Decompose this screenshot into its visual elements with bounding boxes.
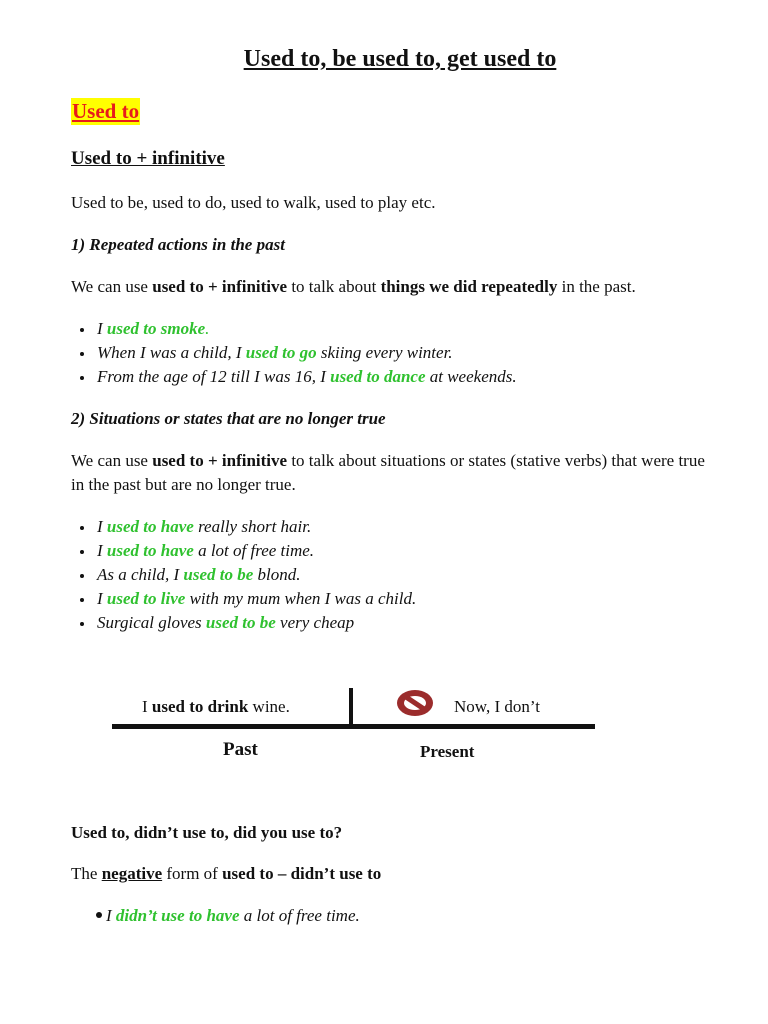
text: I	[142, 697, 152, 716]
timeline-past-sentence	[142, 695, 290, 719]
text: I	[97, 517, 107, 536]
timeline-divider	[349, 688, 353, 726]
bullet-dot	[80, 376, 84, 380]
point-2-paragraph	[71, 449, 705, 473]
green-phrase: used to live	[106, 589, 186, 608]
bold-text: used to – didn’t use to	[222, 864, 382, 883]
point-2-heading: 2) Situations or states that are no longer true	[71, 409, 386, 428]
no-prohibited-icon	[394, 686, 436, 720]
text: in the past.	[557, 277, 636, 296]
text: to talk about	[287, 277, 381, 296]
text: blond.	[253, 565, 301, 584]
text: I	[97, 589, 107, 608]
green-phrase: didn’t use to have	[115, 906, 240, 925]
green-phrase: used to dance	[330, 367, 426, 386]
timeline-axis	[112, 724, 595, 729]
text: I	[97, 541, 107, 560]
bullet-dot	[80, 526, 84, 530]
text: form of	[162, 864, 223, 883]
list-item	[97, 539, 314, 563]
text: wine.	[248, 697, 290, 716]
bold-text: things we did repeatedly	[380, 277, 558, 296]
underlined-bold-text: negative	[101, 864, 163, 883]
green-phrase: used to have	[106, 517, 194, 536]
text: The	[71, 864, 102, 883]
list-item	[97, 563, 301, 587]
timeline-past-label: Past	[223, 739, 258, 760]
list-item	[97, 587, 416, 611]
text: at weekends.	[425, 367, 517, 386]
text: I	[106, 906, 116, 925]
bullet-dot	[80, 574, 84, 578]
text: a lot of free time.	[239, 906, 360, 925]
list-item	[97, 341, 453, 365]
timeline-present-label: Present	[420, 742, 475, 761]
bold-text: used to drink	[151, 697, 249, 716]
point-2-paragraph-line-2: in the past but are no longer true.	[71, 475, 296, 494]
text: I	[97, 319, 107, 338]
list-item	[106, 904, 360, 928]
text: to talk about situations or states (stative verbs) that were true	[287, 451, 705, 470]
bold-text: used to + infinitive	[152, 451, 288, 470]
green-phrase: used to smoke	[106, 319, 206, 338]
bullet-dot	[96, 912, 102, 918]
green-phrase: used to be	[205, 613, 276, 632]
list-item	[97, 515, 311, 539]
page-title: Used to, be used to, get used to	[243, 46, 557, 72]
negative-section-heading: Used to, didn’t use to, did you use to?	[71, 823, 343, 842]
list-item	[97, 611, 354, 635]
list-item	[97, 365, 517, 389]
bullet-dot	[80, 352, 84, 356]
point-1-heading: 1) Repeated actions in the past	[71, 235, 285, 254]
text: really short hair.	[193, 517, 312, 536]
negative-form-line	[71, 862, 381, 886]
text: skiing every winter.	[316, 343, 453, 362]
list-item	[97, 317, 209, 341]
green-phrase: used to be	[183, 565, 254, 584]
text: When I was a child, I	[97, 343, 246, 362]
text: As a child, I	[97, 565, 184, 584]
text: From the age of 12 till I was 16, I	[97, 367, 331, 386]
text: Surgical gloves	[97, 613, 206, 632]
bullet-dot	[80, 550, 84, 554]
text: with my mum when I was a child.	[185, 589, 417, 608]
text: We can use	[71, 277, 153, 296]
text: a lot of free time.	[193, 541, 315, 560]
bold-text: used to + infinitive	[152, 277, 288, 296]
bullet-dot	[80, 622, 84, 626]
section-heading-used-to: Used to	[72, 99, 140, 123]
green-phrase: used to have	[106, 541, 194, 560]
point-1-paragraph	[71, 275, 636, 299]
subheading-used-to-infinitive: Used to + infinitive	[71, 148, 225, 169]
text: very cheap	[275, 613, 355, 632]
examples-line: Used to be, used to do, used to walk, used to play etc.	[71, 193, 436, 212]
bullet-dot	[80, 328, 84, 332]
text: .	[205, 319, 210, 338]
timeline-present-sentence: Now, I don’t	[454, 697, 540, 716]
text: We can use	[71, 451, 153, 470]
green-phrase: used to go	[245, 343, 317, 362]
bullet-dot	[80, 598, 84, 602]
